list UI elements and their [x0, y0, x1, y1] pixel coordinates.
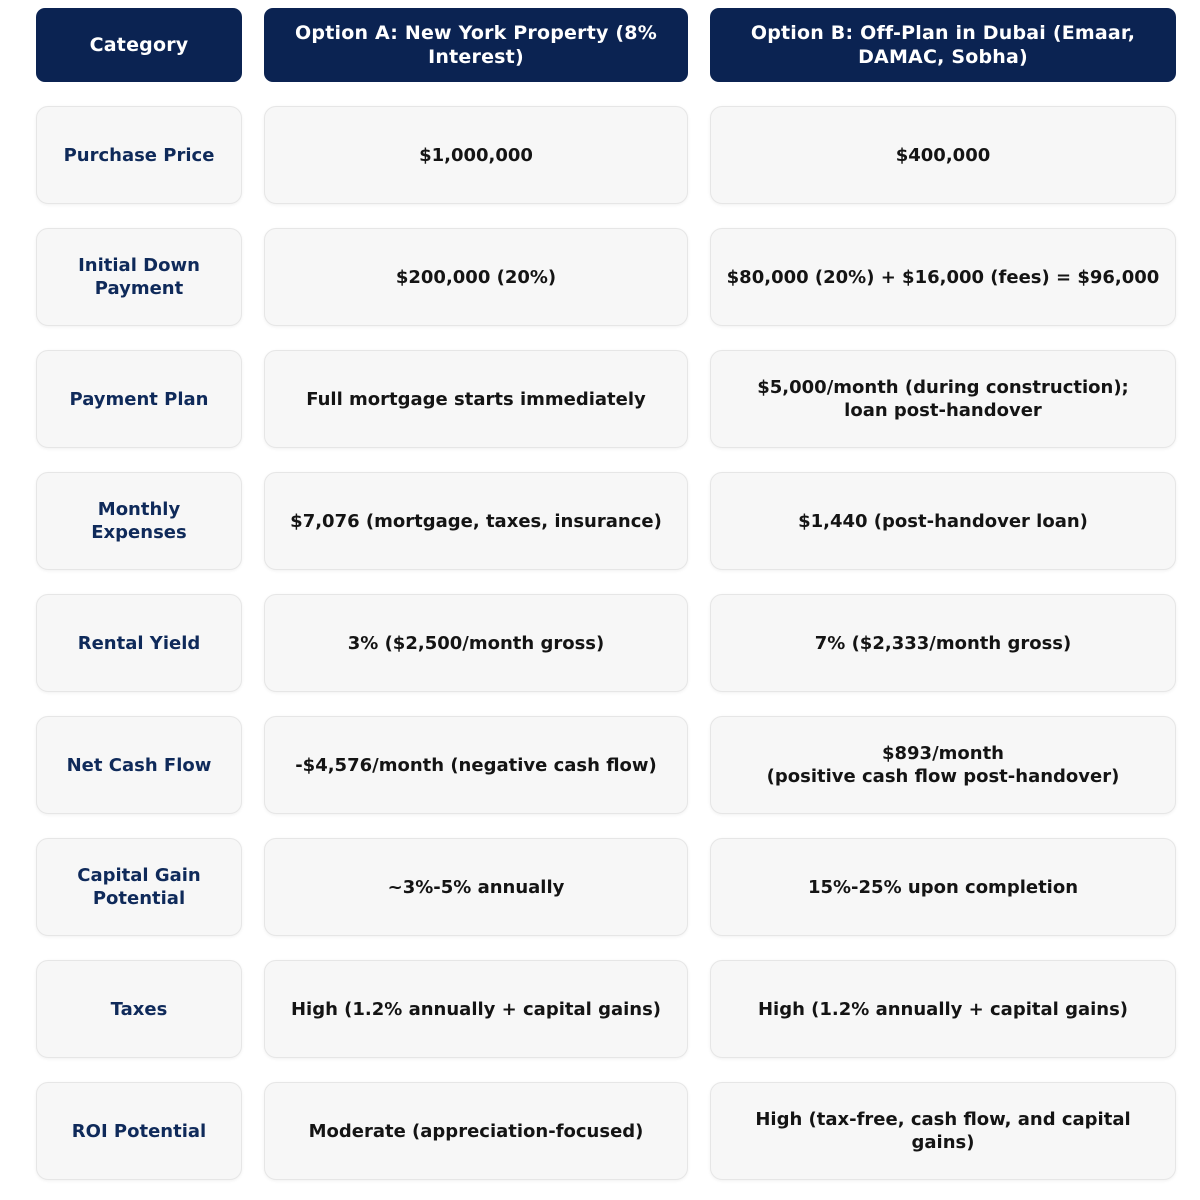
- row-payment-plan-option-b: $5,000/month (during construction); loan post-handover: [710, 350, 1176, 448]
- row-rental-yield-category: Rental Yield: [36, 594, 242, 692]
- row-roi-potential-option-b: High (tax-free, cash flow, and capital gains): [710, 1082, 1176, 1180]
- row-net-cash-flow-category: Net Cash Flow: [36, 716, 242, 814]
- row-rental-yield-option-a: 3% ($2,500/month gross): [264, 594, 688, 692]
- header-option-a: Option A: New York Property (8% Interest): [264, 8, 688, 82]
- row-monthly-expenses-option-a: $7,076 (mortgage, taxes, insurance): [264, 472, 688, 570]
- row-taxes-option-a: High (1.2% annually + capital gains): [264, 960, 688, 1058]
- row-initial-down-payment-option-a: $200,000 (20%): [264, 228, 688, 326]
- row-roi-potential-option-a: Moderate (appreciation-focused): [264, 1082, 688, 1180]
- row-initial-down-payment-option-b: $80,000 (20%) + $16,000 (fees) = $96,000: [710, 228, 1176, 326]
- row-rental-yield-option-b: 7% ($2,333/month gross): [710, 594, 1176, 692]
- row-taxes-option-b: High (1.2% annually + capital gains): [710, 960, 1176, 1058]
- header-option-b: Option B: Off-Plan in Dubai (Emaar, DAMAC, Sobha): [710, 8, 1176, 82]
- row-initial-down-payment-category: Initial Down Payment: [36, 228, 242, 326]
- row-taxes-category: Taxes: [36, 960, 242, 1058]
- row-roi-potential-category: ROI Potential: [36, 1082, 242, 1180]
- row-net-cash-flow-option-b: $893/month (positive cash flow post-handover): [710, 716, 1176, 814]
- row-purchase-price-option-a: $1,000,000: [264, 106, 688, 204]
- row-net-cash-flow-option-a: -$4,576/month (negative cash flow): [264, 716, 688, 814]
- row-purchase-price-option-b: $400,000: [710, 106, 1176, 204]
- comparison-table: [36, 8, 1176, 1180]
- row-capital-gain-potential-option-a: ~3%-5% annually: [264, 838, 688, 936]
- header-category: Category: [36, 8, 242, 82]
- row-monthly-expenses-option-b: $1,440 (post-handover loan): [710, 472, 1176, 570]
- row-purchase-price-category: Purchase Price: [36, 106, 242, 204]
- row-monthly-expenses-category: Monthly Expenses: [36, 472, 242, 570]
- row-payment-plan-category: Payment Plan: [36, 350, 242, 448]
- row-payment-plan-option-a: Full mortgage starts immediately: [264, 350, 688, 448]
- row-capital-gain-potential-option-b: 15%-25% upon completion: [710, 838, 1176, 936]
- row-capital-gain-potential-category: Capital Gain Potential: [36, 838, 242, 936]
